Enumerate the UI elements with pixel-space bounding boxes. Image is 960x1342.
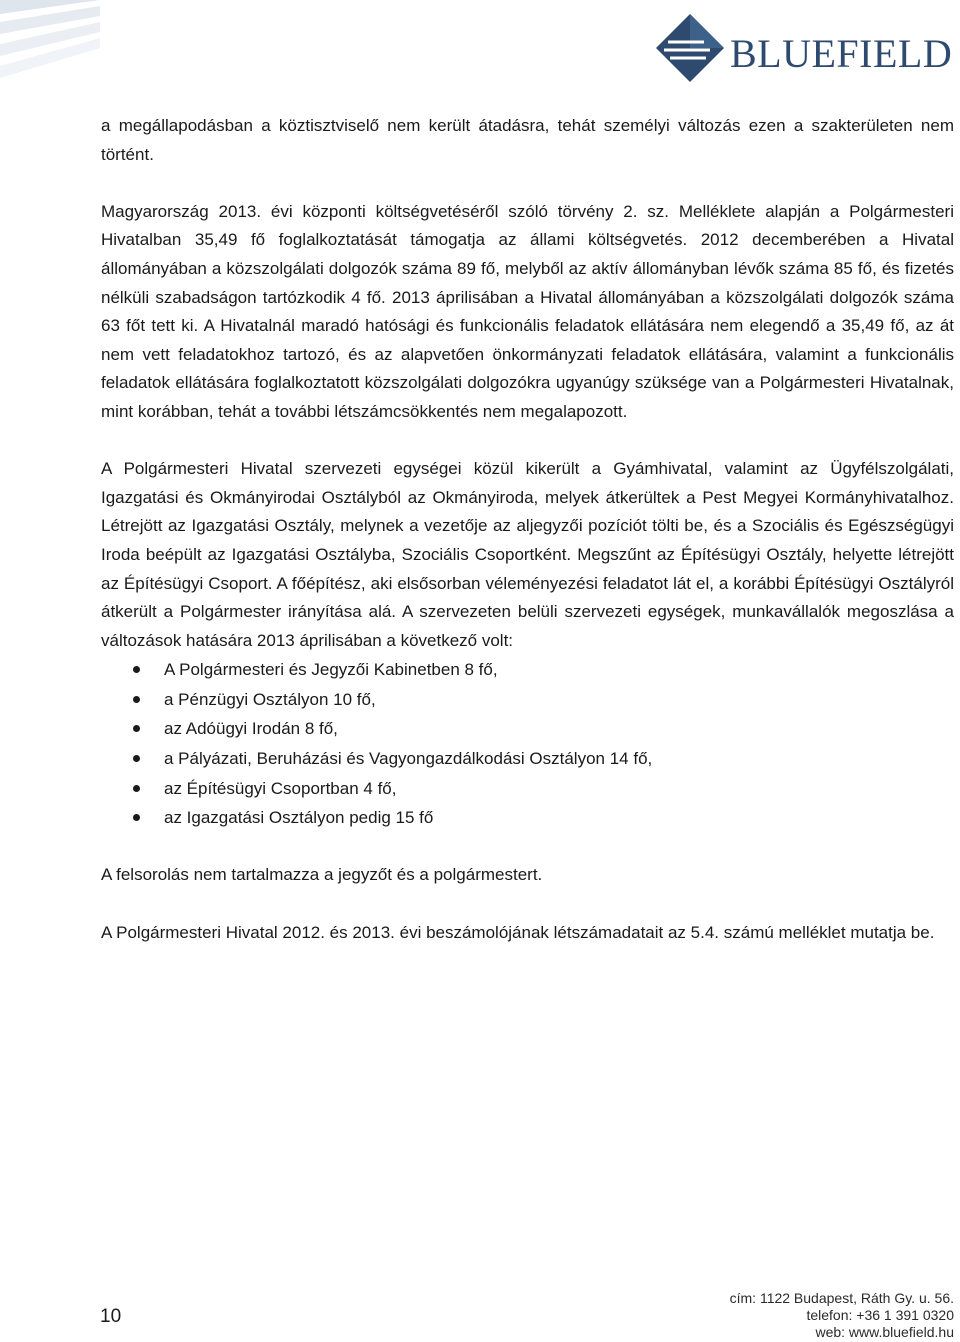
list-item (101, 774, 954, 804)
corner-stripes-decoration (0, 0, 110, 90)
staff-distribution-list (101, 655, 954, 833)
list-item-text: A Polgármesteri és Jegyzői Kabinetben 8 fő, (164, 660, 498, 680)
list-item (101, 714, 954, 744)
contact-block (730, 1290, 954, 1341)
list-item (101, 803, 954, 833)
bullet-icon (133, 785, 140, 792)
paragraph-2: Magyarország 2013. évi központi költségvetéséről szóló törvény 2. sz. Melléklete alapján a Polgármesteri Hivatalban 35,49 fő foglalkoztatását támogatja az állami költségvetés. 2012 decemberében a Hivatal állományában a közszolgálati dolgozók száma 89 fő, melyből az aktív állományban lévők száma 85 fő, és fizetés nélküli szabadságon tartózkodik 4 fő. 2013 áprilisában a Hivatal állományában a közszolgálati dolgozók száma 63 főt tett ki. A Hivatalnál maradó hatósági és funkcionális feladatok ellátására nem elegendő a 35,49 fő, az át nem vett feladatokhoz tartozó, és az alapvetően önkormányzati feladatok ellátására, valamint a funkcionális feladatok ellátására foglalkoztatott közszolgálati dolgozókra ugyanúgy szüksége van a Polgármesteri Hivatalnak, mint korábban, tehát a további létszámcsökkentés nem megalapozott. (101, 201, 954, 421)
contact-web: web: www.bluefield.hu (815, 1324, 954, 1340)
bullet-icon (133, 755, 140, 762)
contact-address: cím: 1122 Budapest, Ráth Gy. u. 56. (729, 1290, 954, 1306)
document-body (101, 112, 954, 976)
list-item-text: a Pályázati, Beruházási és Vagyongazdálkodási Osztályon 14 fő, (164, 749, 653, 769)
page-number: 10 (100, 1306, 122, 1327)
list-item (101, 685, 954, 715)
bullet-icon (133, 666, 140, 673)
paragraph-4: A felsorolás nem tartalmazza a jegyzőt és a polgármestert. (101, 865, 543, 885)
bullet-icon (133, 696, 140, 703)
list-item-text: az Építésügyi Csoportban 4 fő, (164, 778, 397, 798)
list-item-text: az Adóügyi Irodán 8 fő, (164, 719, 338, 739)
contact-phone: telefon: +36 1 391 0320 (806, 1307, 954, 1323)
bluefield-diamond-logo-icon (654, 12, 726, 84)
paragraph-5: A Polgármesteri Hivatal 2012. és 2013. évi beszámolójának létszámadatait az 5.4. számú melléklet mutatja be. (101, 922, 935, 942)
list-item (101, 744, 954, 774)
bluefield-logo (654, 10, 954, 86)
paragraph-1: a megállapodásban a köztisztviselő nem került átadásra, tehát személyi változás ezen a szakterületen nem történt. (101, 116, 954, 164)
bullet-icon (133, 725, 140, 732)
list-item-text: az Igazgatási Osztályon pedig 15 fő (164, 808, 434, 828)
list-item (101, 655, 954, 685)
list-item-text: a Pénzügyi Osztályon 10 fő, (164, 689, 376, 709)
bullet-icon (133, 814, 140, 821)
paragraph-3: A Polgármesteri Hivatal szervezeti egységei közül kikerült a Gyámhivatal, valamint az Ügyfélszolgálati, Igazgatási és Okmányirodai Osztályból az Okmányiroda, melyek átkerültek a Pest Megyei Kormányhivatalhoz. Létrejött az Igazgatási Osztály, melynek a vezetője az aljegyzői pozíciót tölti be, és a Szociális és Egészségügyi Iroda beépült az Igazgatási Osztályba, Szociális Csoportként. Megszűnt az Építésügyi Osztály, helyette létrejött az Építésügyi Csoport. A főépítész, aki elsősorban véleményezési feladatot lát el, a korábbi Építésügyi Osztályról átkerült a Polgármester irányítása alá. A szervezeten belüli szervezeti egységek, munkavállalók megoszlása a változások hatására 2013 áprilisában a következő volt: (101, 459, 954, 650)
logo-wordmark: BLUEFIELD (730, 31, 953, 76)
